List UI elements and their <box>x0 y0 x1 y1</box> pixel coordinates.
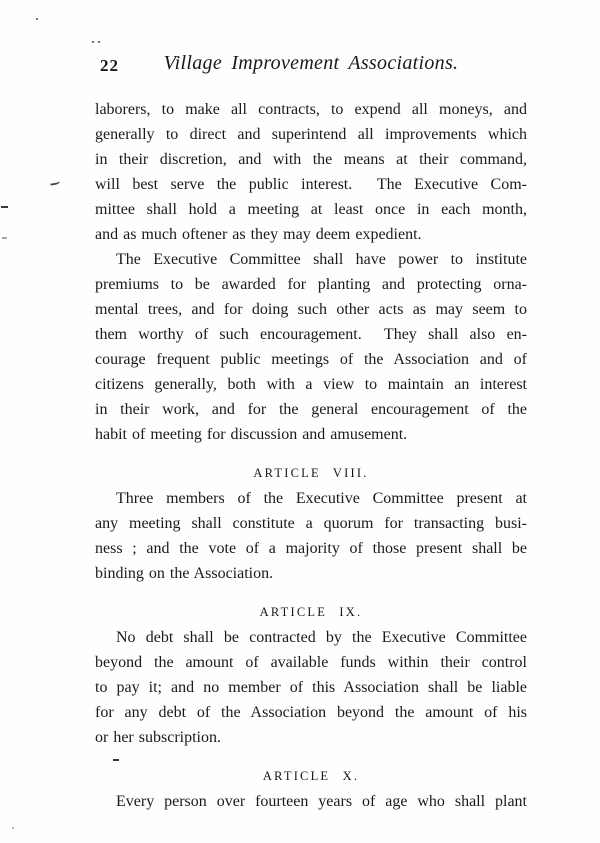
text-line: habit of meeting for discussion and amusement. <box>95 426 408 443</box>
text-line: The Executive Committee shall have power to institute <box>116 251 527 268</box>
text-line: mental trees, and for doing such other acts as may seem to <box>95 301 527 318</box>
running-title: Village Improvement Associations. <box>163 52 459 74</box>
text-line: citizens generally, both with a view to maintain an interest <box>95 376 527 393</box>
text-line: and as much oftener as they may deem expedient. <box>95 226 422 243</box>
article-heading: ARTICLE VIII. <box>253 466 369 480</box>
text-line: in their discretion, and with the means at their command, <box>95 151 527 168</box>
running-head <box>95 52 527 79</box>
text-line: any meeting shall constitute a quorum for transacting busi- <box>95 515 527 532</box>
text-line: beyond the amount of available funds within their control <box>95 654 527 671</box>
scan-speck <box>98 41 100 43</box>
text-line: Every person over fourteen years of age who shall plant <box>116 793 527 810</box>
text-line: No debt shall be contracted by the Executive Committee <box>116 629 527 646</box>
page-number: 22 <box>100 56 119 75</box>
text-line: for any debt of the Association beyond the amount of his <box>95 704 527 721</box>
article-heading: ARTICLE IX. <box>259 605 363 619</box>
text-line: in their work, and for the general encouragement of the <box>95 401 527 418</box>
text-line: binding on the Association. <box>95 565 274 582</box>
text-line: mittee shall hold a meeting at least once in each month, <box>95 201 527 218</box>
scan-margin-dash <box>1 206 8 208</box>
paragraph <box>95 625 527 750</box>
text-line: ness ; and the vote of a majority of those present shall be <box>95 540 527 557</box>
text-line: will best serve the public interest. The Executive Com- <box>95 176 527 193</box>
scan-stray-stroke <box>50 179 61 185</box>
text-blocks <box>95 97 527 814</box>
text-line: courage frequent public meetings of the Association and of <box>95 351 527 368</box>
text-line: Three members of the Executive Committee present at <box>116 490 527 507</box>
text-line: or her subscription. <box>95 729 221 746</box>
scan-speck <box>92 41 94 43</box>
paragraph <box>95 247 527 447</box>
article-heading: ARTICLE X. <box>262 769 360 783</box>
scan-margin-dash <box>113 759 119 761</box>
paragraph <box>95 486 527 586</box>
text-column <box>95 52 527 814</box>
text-line: laborers, to make all contracts, to expend all moneys, and <box>95 101 527 118</box>
scan-margin-dash <box>2 237 7 239</box>
text-line: them worthy of such encouragement. They shall also en- <box>95 326 527 343</box>
text-line: premiums to be awarded for planting and protecting orna- <box>95 276 527 293</box>
text-line: to pay it; and no member of this Association shall be liable <box>95 679 527 696</box>
paragraph <box>95 789 527 814</box>
scan-speck <box>12 827 14 829</box>
text-line: generally to direct and superintend all improvements which <box>95 126 527 143</box>
scan-speck <box>36 18 38 20</box>
paragraph <box>95 97 527 247</box>
